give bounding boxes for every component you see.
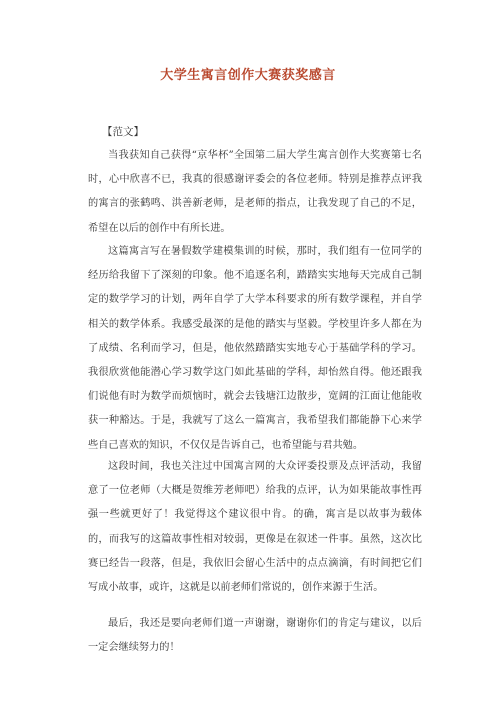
paragraph-3: 这段时间，我也关注过中国寓言网的大众评委投票及点评活动，我留意了一位老师（大概是贺维芳老师吧）给我的点评，认为如果能故事性再强一些就更好了！我觉得这个建议很中肯。的确，寓言是以故事为载体的，而我写的这篇故事性相对较弱，更像是在叙述一件事。虽然，这次比赛已经告一段落，但是，我依旧会留心生活中的点点滴滴，有时间把它们写成小故事，或许，这就是以前老师们常说的，创作来源于生活。 — [88, 461, 422, 594]
document-title: 大学生寓言创作大赛获奖感言 — [160, 68, 336, 83]
paragraph-2: 这篇寓言写在暑假数学建模集训的时候，那时，我们组有一位同学的经历给我留下了深刻的印象。他不追逐名利，踏踏实实地每天完成自己制定的数学学习的计划，两年自学了大学本科要求的所有数学课程，并自学相关的数学体系。我感受最深的是他的踏实与坚毅。学校里许多人都在为了成绩、名利而学习，但是，他依然踏踏实实地专心于基础学科的学习。我很欣赏他能潜心学习数学这门如此基础的学科，却怡然自得。他还跟我们说他有时为数学而烦恼时，就会去钱塘江边散步，宽阔的江面让他能收获一种豁达。于是，我就写了这么一篇寓言，我希望我们都能静下心来学些自己喜欢的知识，不仅仅是告诉自己，也希望能与君共勉。 — [88, 246, 422, 451]
paragraph-4: 最后，我还是要向老师们道一声谢谢，谢谢你们的肯定与建议，以后一定会继续努力的！ — [88, 618, 422, 654]
paragraph-1: 当我获知自己获得“京华杯”全国第二届大学生寓言创作大奖赛第七名时，心中欣喜不已，我真的很感谢评委会的各位老师。特别是推荐点评我的寓言的张鹤鸣、洪善新老师，是老师的指点，让我发现了自己的不足，希望在以后的创作中有所长进。 — [88, 150, 422, 234]
section-label: 【范文】 — [102, 126, 144, 138]
